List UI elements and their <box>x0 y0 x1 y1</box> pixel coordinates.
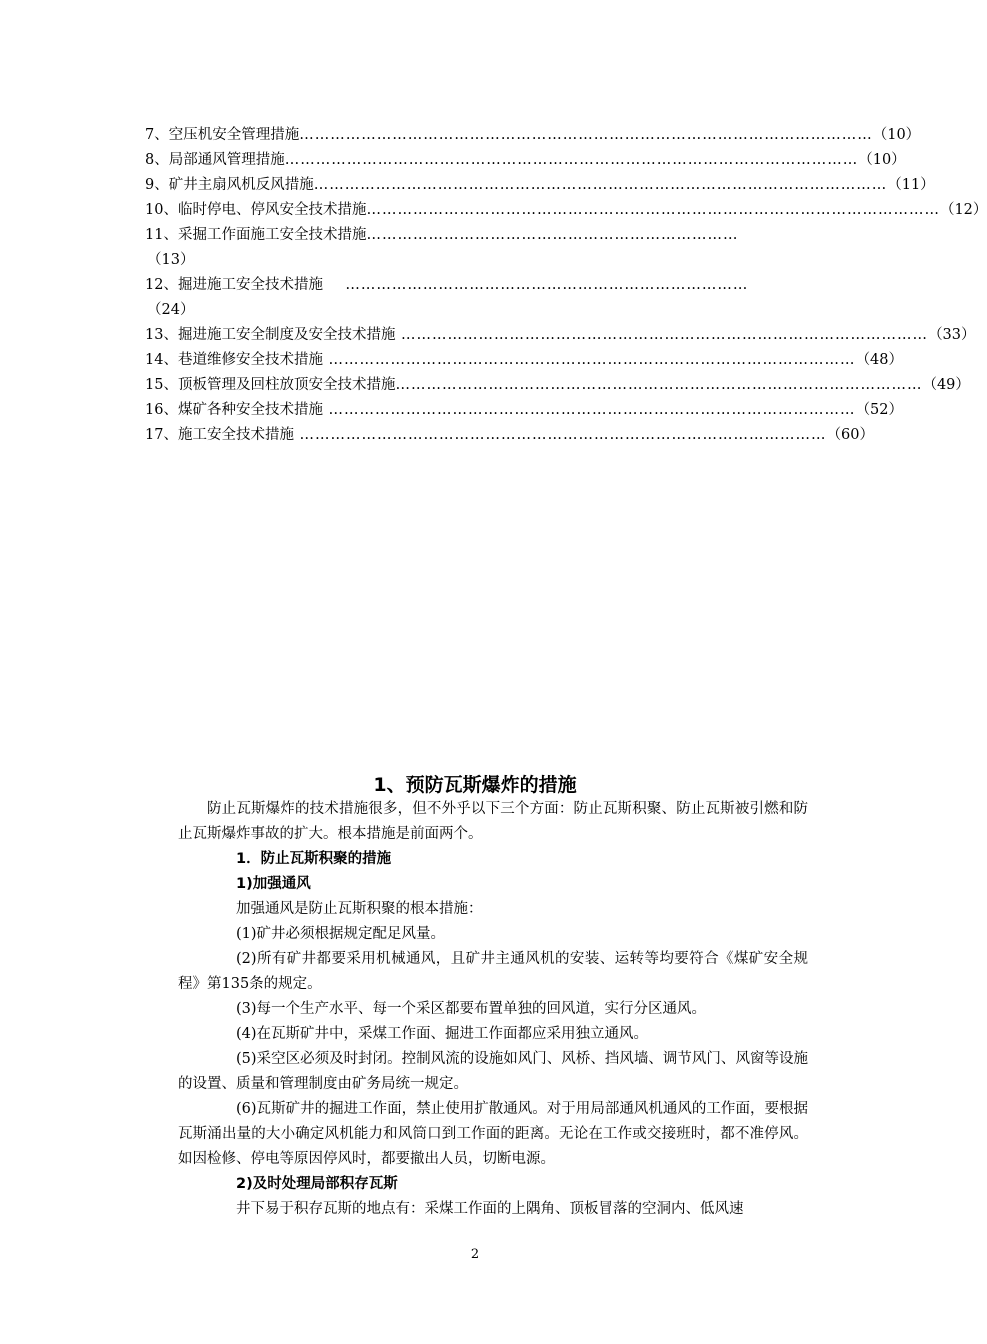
list-item: (3)每一个生产水平、每一个采区都要布置单独的回风道，实行分区通风。 <box>236 1001 707 1017</box>
toc-entry-title: 15、顶板管理及回柱放顶安全技术措施 <box>145 377 396 393</box>
toc-entry[interactable] <box>145 173 935 198</box>
toc-leader-dots: …………………………………………………………………… <box>322 277 749 293</box>
table-of-contents <box>145 123 987 448</box>
list-item: (6)瓦斯矿井的掘进工作面，禁止使用扩散通风。对于用局部通风机通风的工作面，要根据瓦斯涌出量的大小确定风机能力和风筒口到工作面的距离。无论在工作或交接班时，都不准停风。如因检修、停电等原因停风时，都要撤出人员，切断电源。 <box>178 1101 808 1167</box>
toc-entry-page: （49） <box>922 377 970 393</box>
toc-entry-page: （52） <box>855 402 904 418</box>
toc-entry-title: 8、局部通风管理措施 <box>145 152 285 168</box>
toc-entry-title: 11、采掘工作面施工安全技术措施 <box>145 227 367 243</box>
subheading: 2)及时处理局部积存瓦斯 <box>236 1176 398 1192</box>
toc-leader-dots: ………………………………………………………………………………………… <box>395 377 923 393</box>
intro-paragraph: 防止瓦斯爆炸的技术措施很多，但不外乎以下三个方面：防止瓦斯积聚、防止瓦斯被引燃和防止瓦斯爆炸事故的扩大。根本措施是前面两个。 <box>178 801 808 842</box>
toc-entry-title: 12、掘进施工安全技术措施 <box>145 277 323 293</box>
toc-entry[interactable] <box>145 398 904 423</box>
list-item: (5)采空区必须及时封闭。控制风流的设施如风门、风桥、挡风墙、调节风门、风窗等设施的设置、质量和管理制度由矿务局统一规定。 <box>178 1051 808 1092</box>
section-heading: 1、预防瓦斯爆炸的措施 <box>373 774 577 796</box>
toc-entry-page: （24） <box>147 302 195 318</box>
toc-entry-page: （10） <box>858 152 906 168</box>
toc-leader-dots: ………………………………………………………………………………………… <box>395 327 929 343</box>
toc-entry-title: 10、临时停电、停风安全技术措施 <box>145 202 367 218</box>
toc-entry-page: （10） <box>872 127 921 143</box>
toc-leader-dots: ………………………………………………………………………………………………… <box>366 202 940 218</box>
toc-leader-dots: ………………………………………………………………………………………………… <box>299 127 873 143</box>
toc-entry[interactable] <box>145 148 906 173</box>
toc-leader-dots: ………………………………………………………………………………………… <box>322 352 856 368</box>
toc-entry-title: 17、施工安全技术措施 <box>145 427 294 443</box>
toc-leader-dots: ………………………………………………………………………………………………… <box>313 177 888 193</box>
toc-entry-page: （33） <box>928 327 976 343</box>
toc-leader-dots: ………………………………………………………………………………………………… <box>284 152 859 168</box>
toc-entry[interactable] <box>145 423 875 448</box>
toc-leader-dots: ………………………………………………………………………………………… <box>293 427 827 443</box>
toc-entry-page: （48） <box>855 352 904 368</box>
toc-entry-page: （11） <box>887 177 935 193</box>
toc-entry[interactable] <box>145 273 810 298</box>
paragraph: 加强通风是防止瓦斯积聚的根本措施： <box>236 901 483 917</box>
toc-entry[interactable] <box>145 223 810 248</box>
paragraph: 井下易于积存瓦斯的地点有：采煤工作面的上隅角、顶板冒落的空洞内、低风速 <box>236 1201 744 1217</box>
list-item: (1)矿井必须根据规定配足风量。 <box>236 926 446 942</box>
toc-entry-title: 14、巷道维修安全技术措施 <box>145 352 323 368</box>
toc-entry-title: 16、煤矿各种安全技术措施 <box>145 402 323 418</box>
list-item: (4)在瓦斯矿井中，采煤工作面、掘进工作面都应采用独立通风。 <box>236 1026 649 1042</box>
toc-entry-page: （60） <box>826 427 875 443</box>
toc-entry-page: （13） <box>147 252 195 268</box>
toc-leader-dots: ……………………………………………………………… <box>366 227 739 243</box>
toc-entry[interactable] <box>145 373 970 398</box>
toc-entry-title: 7、空压机安全管理措施 <box>145 127 300 143</box>
toc-entry[interactable] <box>145 348 904 373</box>
subheading: 1．防止瓦斯积聚的措施 <box>236 851 392 867</box>
page-number: 2 <box>470 1247 480 1262</box>
toc-entry[interactable] <box>145 123 921 148</box>
list-item: (2)所有矿井都要采用机械通风，且矿井主通风机的安装、运转等均要符合《煤矿安全规程》第135条的规定。 <box>178 951 808 992</box>
subheading: 1)加强通风 <box>236 876 311 892</box>
toc-entry[interactable] <box>145 323 976 348</box>
toc-entry-page: （12） <box>939 202 987 218</box>
toc-entry-title: 9、矿井主扇风机反风措施 <box>145 177 314 193</box>
section-body <box>178 797 808 1222</box>
toc-entry[interactable] <box>145 198 987 223</box>
toc-leader-dots: ………………………………………………………………………………………… <box>322 402 856 418</box>
toc-entry-title: 13、掘进施工安全制度及安全技术措施 <box>145 327 396 343</box>
